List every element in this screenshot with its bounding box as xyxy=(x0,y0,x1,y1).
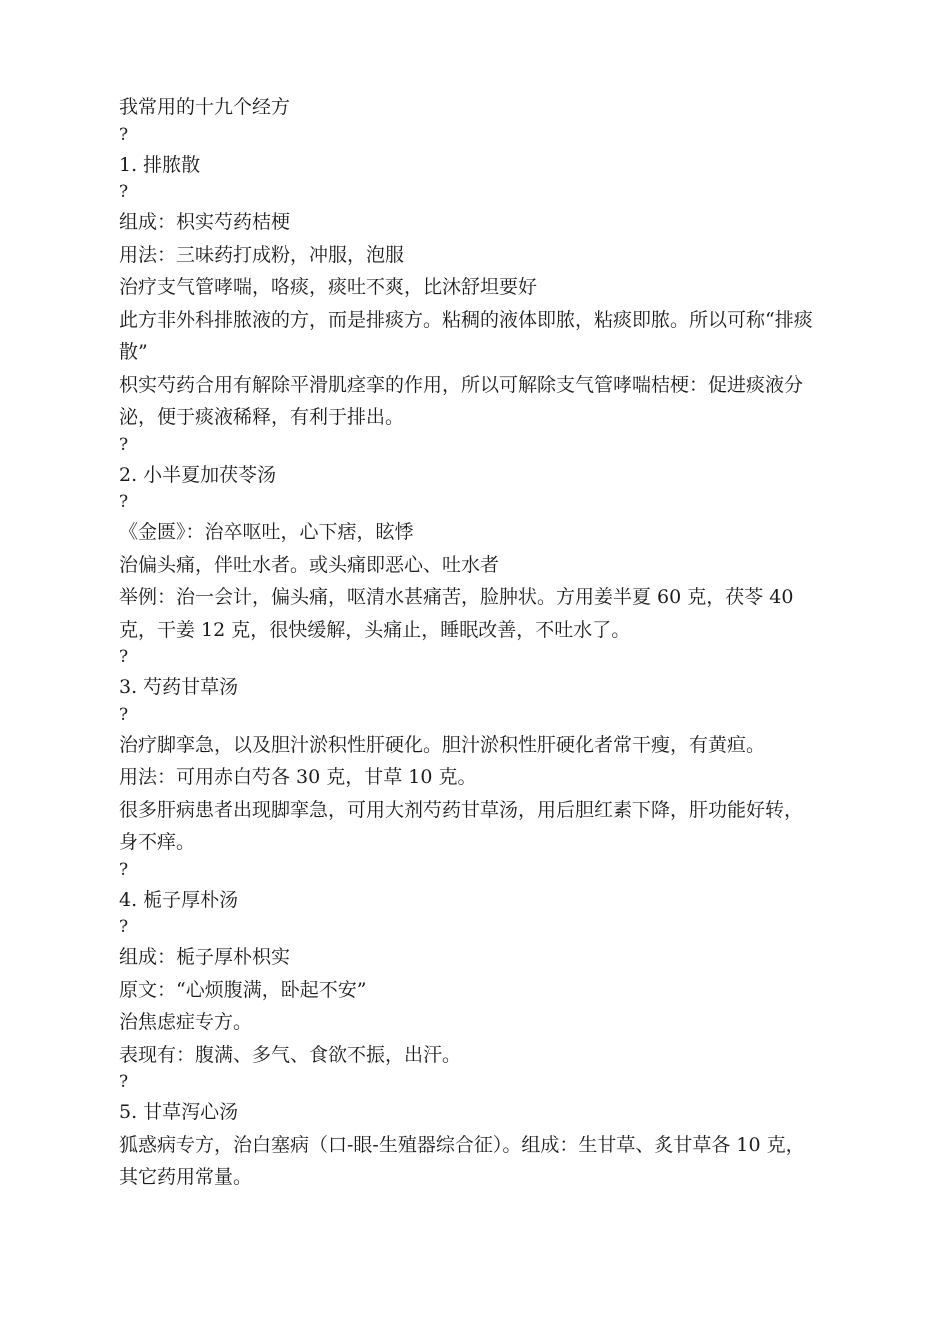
section-heading: 4. 栀子厚朴汤 xyxy=(119,888,239,911)
paragraph: 治疗脚挛急，以及胆汁淤积性肝硬化。胆汁淤积性肝硬化者常干瘦，有黄疸。 xyxy=(119,733,766,756)
paragraph: 枳实芍药合用有解除平滑肌痉挛的作用，所以可解除支气管哮喘桔梗：促进痰液分泌，便于痰液稀释，有利于排出。 xyxy=(119,373,804,428)
paragraph: 组成：栀子厚朴枳实 xyxy=(119,946,291,968)
placeholder-mark: ? xyxy=(119,704,129,725)
document-body xyxy=(119,91,819,1194)
placeholder-mark: ? xyxy=(119,182,129,202)
paragraph: 治偏头痛，伴吐水者。或头痛即恶心、吐水者 xyxy=(119,553,500,576)
paragraph: 很多肝病患者出现脚挛急，可用大剂芍药甘草汤，用后胆红素下降，肝功能好转，身不痒。 xyxy=(119,798,804,853)
paragraph: 组成：枳实芍药桔梗 xyxy=(119,211,291,233)
document-title: 我常用的十九个经方 xyxy=(119,96,291,118)
placeholder-mark: ? xyxy=(119,647,129,667)
section-heading: 3. 芍药甘草汤 xyxy=(119,676,239,698)
paragraph: 治疗支气管哮喘，咯痰，痰吐不爽，比沐舒坦要好 xyxy=(119,276,538,298)
paragraph: 此方非外科排脓液的方，而是排痰方。粘稠的液体即脓，粘痰即脓。所以可称“排痰散” xyxy=(119,308,813,363)
placeholder-mark: ? xyxy=(119,917,129,937)
paragraph: 《金匮》：治卒呕吐，心下痞，眩悸 xyxy=(119,521,414,543)
paragraph: 用法：可用赤白芍各 30 克，甘草 10 克。 xyxy=(119,766,477,788)
paragraph: 用法：三味药打成粉，冲服，泡服 xyxy=(119,243,405,266)
paragraph: 表现有：腹满、多气、食欲不振，出汗。 xyxy=(119,1043,462,1066)
placeholder-mark: ? xyxy=(119,492,129,512)
paragraph: 治焦虑症专方。 xyxy=(119,1011,253,1033)
paragraph: 举例：治一会计，偏头痛，呕清水甚痛苦，脸肿状。方用姜半夏 60 克，茯苓 40 克，干姜 12 克，很快缓解，头痛止，睡眠改善，不吐水了。 xyxy=(119,586,794,641)
placeholder-mark: ? xyxy=(119,124,129,145)
placeholder-mark: ? xyxy=(119,434,129,455)
section-heading: 1. 排脓散 xyxy=(119,153,201,176)
section-heading: 5. 甘草泻心汤 xyxy=(119,1101,239,1123)
paragraph: 狐惑病专方，治白塞病（口-眼-生殖器综合征）。组成：生甘草、炙甘草各 10 克，其它药用常量。 xyxy=(119,1133,805,1188)
placeholder-mark: ? xyxy=(119,1072,129,1092)
paragraph: 原文：“心烦腹满，卧起不安” xyxy=(119,978,367,1001)
section-heading: 2. 小半夏加茯苓汤 xyxy=(119,463,277,486)
placeholder-mark: ? xyxy=(119,859,129,880)
